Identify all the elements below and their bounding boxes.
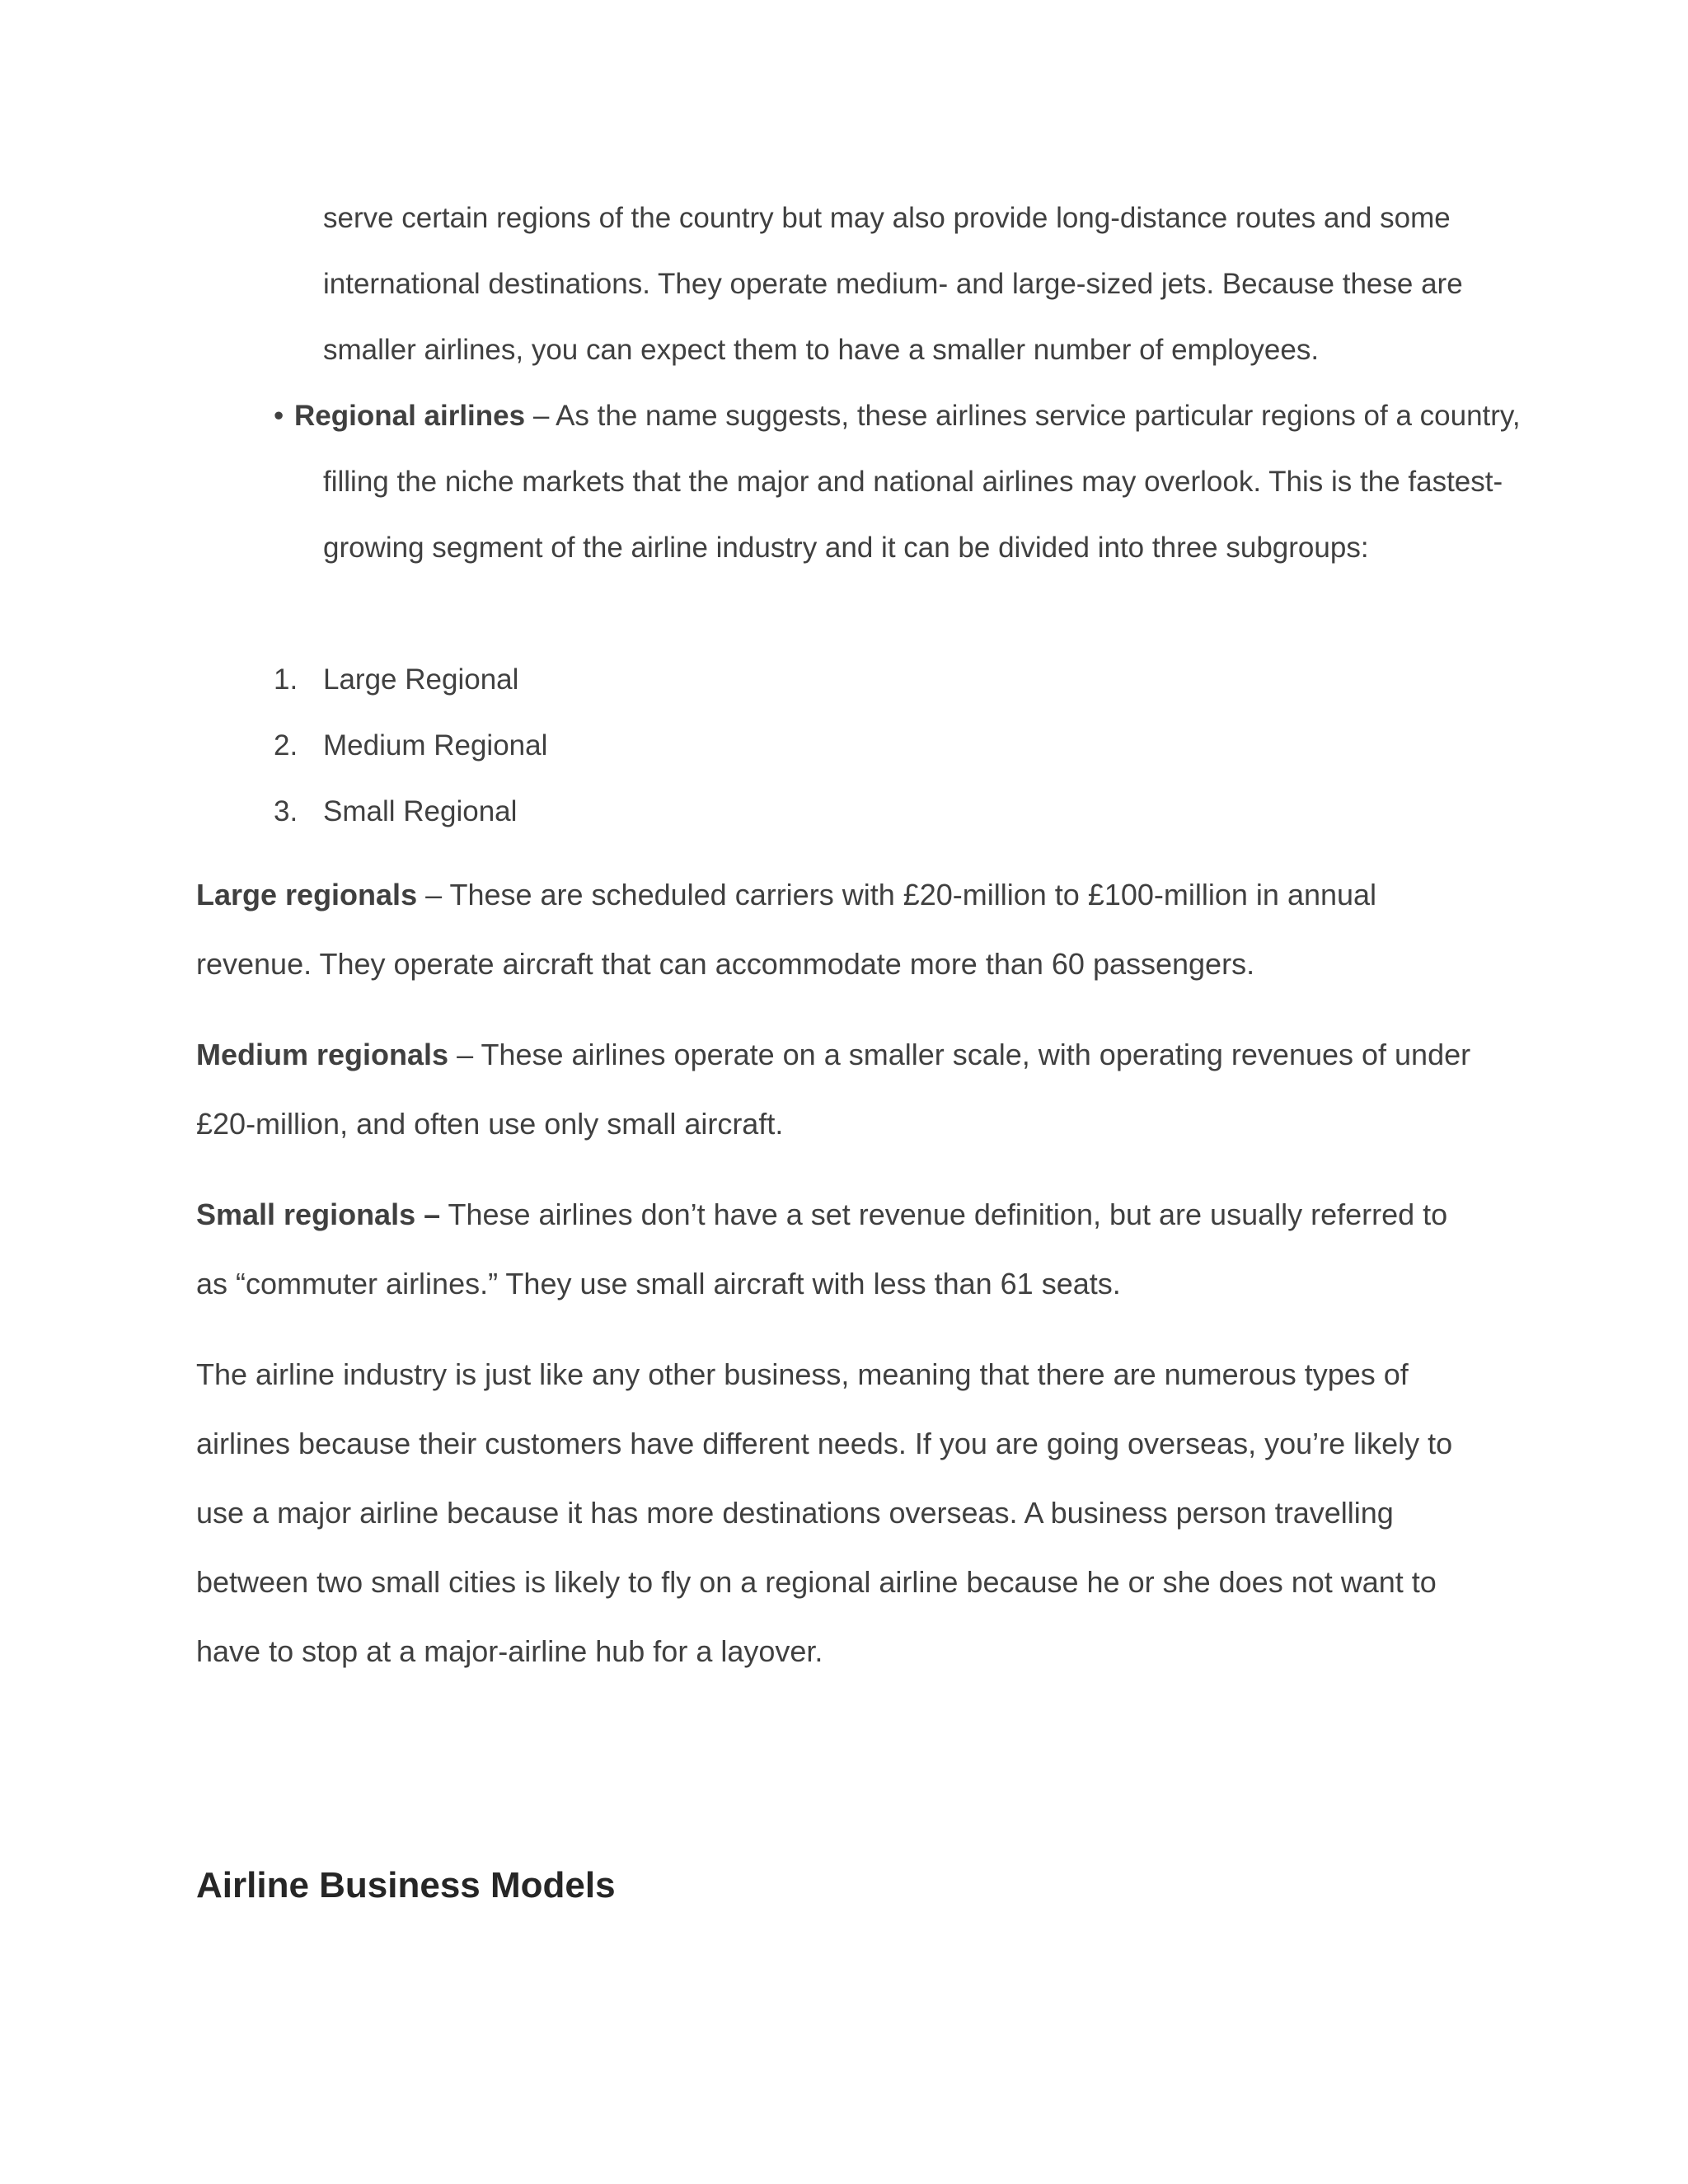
paragraph-text: These airlines don’t have a set revenue definition, but are usually referred to as “commuter airlines.” They use small aircraft with less than 61 seats. [196,1197,1448,1301]
section-heading: Airline Business Models [196,1865,616,1905]
list-number: 1. [274,663,298,696]
large-regionals-paragraph [196,860,1482,999]
list-label: Medium Regional [323,729,548,762]
continuation-paragraph: serve certain regions of the country but may also provide long-distance routes and some international destinations. They operate medium- and large-sized jets. Because these are smaller airlines, you can expect them to have a smaller number of employees. [323,202,1463,366]
medium-regionals-paragraph [196,1020,1482,1159]
paragraph-lead: Large regionals [196,878,418,912]
small-regionals-paragraph [196,1180,1482,1319]
list-item [274,779,547,845]
subgroup-list [274,647,547,845]
list-label: Small Regional [323,795,518,827]
list-number: 3. [274,795,298,827]
paragraph-lead: Medium regionals [196,1038,449,1071]
paragraph-text: – These airlines operate on a smaller scale, with operating revenues of under £20-million, and often use only small aircraft. [196,1038,1471,1141]
list-number: 2. [274,729,298,762]
list-item [274,713,547,779]
bullet-icon [274,383,294,449]
bullet-item-regional-airlines [274,383,1526,581]
bullet-text: – As the name suggests, these airlines service particular regions of a country, filling the niche markets that the major and national airlines may overlook. This is the fastest-growing segment of the airline industry and it can be divided into three subgroups: [323,400,1521,564]
bullet-lead: Regional airlines [294,400,526,432]
list-item [274,647,547,713]
paragraph-text: – These are scheduled carriers with £20-million to £100-million in annual revenue. They operate aircraft that can accommodate more than 60 passengers. [196,878,1377,981]
airline-industry-paragraph: The airline industry is just like any other business, meaning that there are numerous types of airlines because their customers have different needs. If you are going overseas, you’re likely to use a major airline because it has more destinations overseas. A business person travelling between two small cities is likely to fly on a regional airline because he or she does not want to have to stop at a major-airline hub for a layover. [196,1357,1453,1668]
paragraph-lead: Small regionals – [196,1197,441,1231]
list-label: Large Regional [323,663,519,696]
